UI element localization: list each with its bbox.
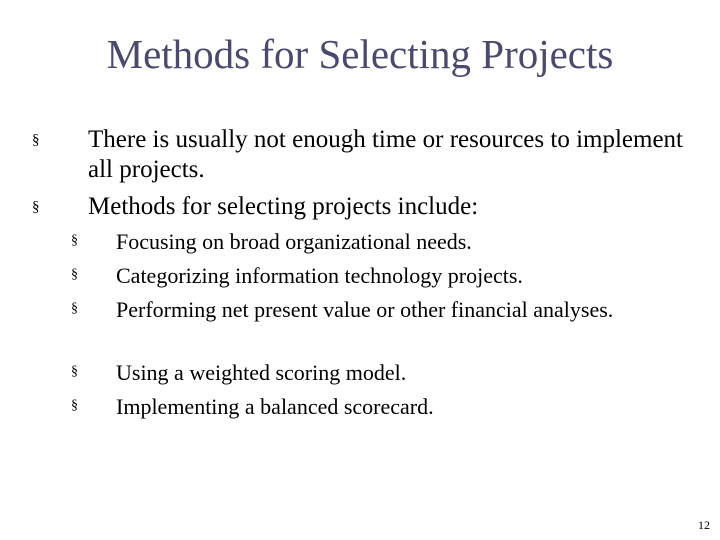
slide-title: Methods for Selecting Projects (106, 31, 614, 77)
sub-bullet-text: Performing net present value or other financial analyses. (116, 297, 614, 322)
page-number: 12 (698, 518, 710, 532)
sub-bullet-text: Using a weighted scoring model. (116, 360, 407, 385)
sub-bullet-marker: § (71, 233, 78, 248)
sub-bullet-marker: § (71, 267, 78, 282)
sub-bullet-marker: § (71, 398, 78, 413)
sub-bullet-text: Implementing a balanced scorecard. (116, 394, 434, 419)
bullet-text: Methods for selecting projects include: (88, 193, 479, 220)
bullet-marker: § (32, 132, 40, 148)
sub-bullet-text: Categorizing information technology projects. (116, 263, 523, 288)
bullet-marker: § (32, 199, 40, 215)
sub-bullet-marker: § (71, 364, 78, 379)
bullet-text: There is usually not enough time or resources to implement all projects. (88, 126, 683, 183)
sub-bullet-marker: § (71, 301, 78, 316)
sub-bullet-text: Focusing on broad organizational needs. (116, 229, 472, 254)
